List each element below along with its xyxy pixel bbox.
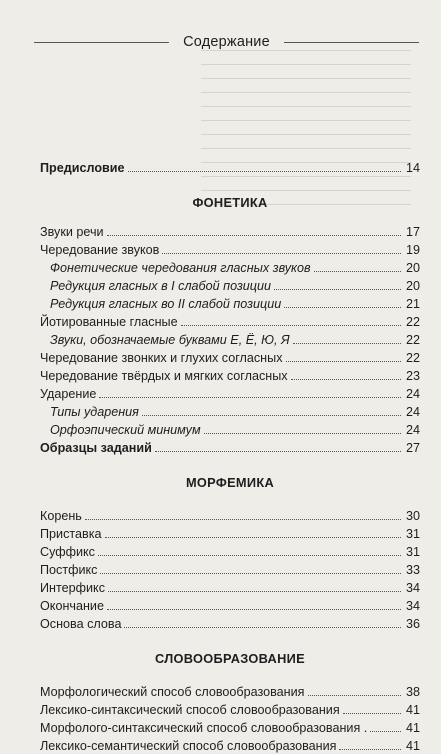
dot-leader xyxy=(124,627,401,628)
dot-leader xyxy=(107,609,401,610)
entry-page: 41 xyxy=(405,739,420,753)
toc-entry[interactable] xyxy=(40,596,420,614)
entry-label: Фонетические чередования гласных звуков xyxy=(50,261,311,275)
entry-label: Лексико-семантический способ словообразования xyxy=(40,739,337,753)
entry-label: Ударение xyxy=(40,387,97,401)
entry-page: 23 xyxy=(405,369,420,383)
toc-entry[interactable] xyxy=(40,578,420,596)
entry-label: Звуки речи xyxy=(40,225,104,239)
entry-label: Предисловие xyxy=(40,161,125,175)
entry-page: 33 xyxy=(405,563,420,577)
dot-leader xyxy=(204,433,401,434)
entry-page: 14 xyxy=(405,161,420,175)
entry-page: 31 xyxy=(405,527,420,541)
dot-leader xyxy=(291,379,401,380)
entry-page: 21 xyxy=(405,297,420,311)
section-heading-word-formation: СЛОВООБРАЗОВАНИЕ xyxy=(155,651,305,666)
dot-leader xyxy=(142,415,401,416)
entry-label: Приставка xyxy=(40,527,102,541)
entry-label: Йотированные гласные xyxy=(40,315,178,329)
entry-page: 38 xyxy=(405,685,420,699)
entry-page: 22 xyxy=(405,333,420,347)
entry-page: 34 xyxy=(405,599,420,613)
toc-entry[interactable] xyxy=(40,614,420,632)
toc-entry[interactable] xyxy=(40,366,420,384)
dot-leader xyxy=(98,555,401,556)
dot-leader xyxy=(286,361,402,362)
toc-entry[interactable] xyxy=(40,682,420,700)
toc-entry[interactable] xyxy=(40,524,420,542)
entry-label: Постфикс xyxy=(40,563,98,577)
entry-label: Основа слова xyxy=(40,617,122,631)
entry-page: 22 xyxy=(405,315,420,329)
entry-label: Интерфикс xyxy=(40,581,105,595)
entry-page: 36 xyxy=(405,617,420,631)
entry-page: 17 xyxy=(405,225,420,239)
dot-leader xyxy=(108,591,401,592)
dot-leader xyxy=(343,713,401,714)
entry-label: Суффикс xyxy=(40,545,95,559)
dot-leader xyxy=(284,307,401,308)
dot-leader xyxy=(370,731,401,732)
dot-leader xyxy=(99,397,401,398)
toc-subentry[interactable] xyxy=(40,294,420,312)
entry-page: 41 xyxy=(405,721,420,735)
entry-label: Лексико-синтаксический способ словообразования xyxy=(40,703,340,717)
entry-label: Звуки, обозначаемые буквами Е, Ё, Ю, Я xyxy=(50,333,290,347)
entry-label: Чередование твёрдых и мягких согласных xyxy=(40,369,288,383)
table-of-contents xyxy=(40,158,420,754)
entry-page: 19 xyxy=(405,243,420,257)
entry-label: Типы ударения xyxy=(50,405,139,419)
toc-subentry[interactable] xyxy=(40,420,420,438)
toc-entry[interactable] xyxy=(40,700,420,718)
entry-label: Редукция гласных в I слабой позиции xyxy=(50,279,272,293)
toc-entry[interactable] xyxy=(40,348,420,366)
entry-label: Образцы заданий xyxy=(40,441,152,455)
dot-leader xyxy=(162,253,401,254)
toc-entry[interactable] xyxy=(40,506,420,524)
entry-label: Морфолого-синтаксический способ словообразования . xyxy=(40,721,368,735)
entry-page: 20 xyxy=(405,261,420,275)
entry-page: 24 xyxy=(405,405,420,419)
toc-entry[interactable] xyxy=(40,736,420,754)
entry-label: Корень xyxy=(40,509,82,523)
toc-subentry[interactable] xyxy=(40,258,420,276)
entry-label: Морфологический способ словообразования xyxy=(40,685,305,699)
toc-entry[interactable] xyxy=(40,542,420,560)
entry-page: 24 xyxy=(405,387,420,401)
toc-entry[interactable] xyxy=(40,560,420,578)
header-rule-right xyxy=(284,42,419,43)
toc-entry[interactable] xyxy=(40,240,420,258)
entry-page: 41 xyxy=(405,703,420,717)
toc-entry[interactable] xyxy=(40,438,420,456)
dot-leader xyxy=(100,573,401,574)
toc-subentry[interactable] xyxy=(40,402,420,420)
entry-page: 22 xyxy=(405,351,420,365)
entry-page: 31 xyxy=(405,545,420,559)
dot-leader xyxy=(105,537,402,538)
dot-leader xyxy=(274,289,401,290)
section-heading-phonetics: ФОНЕТИКА xyxy=(192,195,268,210)
toc-entry[interactable] xyxy=(40,384,420,402)
dot-leader xyxy=(107,235,401,236)
entry-label: Чередование звуков xyxy=(40,243,160,257)
dot-leader xyxy=(314,271,401,272)
dot-leader xyxy=(85,519,401,520)
dot-leader xyxy=(339,749,401,750)
header-rule-left xyxy=(34,42,169,43)
entry-label: Окончание xyxy=(40,599,104,613)
dot-leader xyxy=(155,451,401,452)
page-title: Содержание xyxy=(183,34,270,50)
toc-subentry[interactable] xyxy=(40,276,420,294)
entry-page: 27 xyxy=(405,441,420,455)
entry-page: 20 xyxy=(405,279,420,293)
entry-label: Орфоэпический минимум xyxy=(50,423,201,437)
dot-leader xyxy=(308,695,402,696)
dot-leader xyxy=(293,343,401,344)
entry-page: 24 xyxy=(405,423,420,437)
toc-subentry[interactable] xyxy=(40,330,420,348)
dot-leader xyxy=(128,171,401,172)
entry-label: Чередование звонких и глухих согласных xyxy=(40,351,283,365)
entry-label: Редукция гласных во II слабой позиции xyxy=(50,297,282,311)
entry-page: 34 xyxy=(405,581,420,595)
toc-entry-preface[interactable] xyxy=(40,158,420,176)
toc-entry[interactable] xyxy=(40,312,420,330)
entry-page: 30 xyxy=(405,509,420,523)
toc-entry[interactable] xyxy=(40,718,420,736)
dot-leader xyxy=(181,325,401,326)
toc-entry[interactable] xyxy=(40,222,420,240)
section-heading-morphemics: МОРФЕМИКА xyxy=(185,475,275,490)
page-header xyxy=(34,34,419,50)
